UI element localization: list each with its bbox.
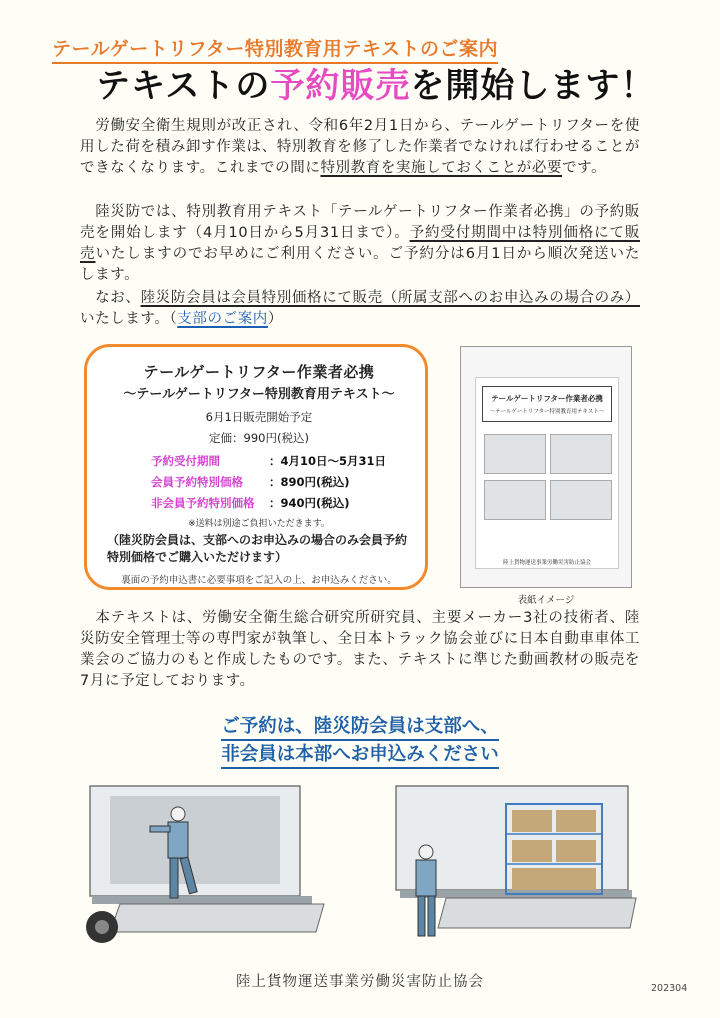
p2-tail: いたしますのでお早めにご利用ください。ご予約分は6月1日から順次発送いたします。: [80, 246, 640, 283]
cover-caption: 表紙イメージ: [517, 595, 575, 606]
p1-tail: です。: [562, 160, 607, 176]
kicker-title: テールゲートリフター特別教育用テキストのご案内: [52, 34, 498, 64]
price-row-nonmember: [151, 495, 350, 511]
cover-title: テールゲートリフター作業者必携: [491, 394, 603, 403]
row-label: 非会員予約特別価格: [151, 496, 255, 510]
list-price: 定価：990円(税込): [209, 431, 309, 445]
row-label: 予約受付期間: [151, 454, 220, 468]
cover-photo: [484, 480, 546, 520]
price-row-period: [151, 453, 386, 469]
p3-text: なお、: [95, 290, 141, 306]
cover-page: [475, 377, 619, 569]
footer-org: 陸上貨物運送事業労働災害防止協会: [236, 974, 484, 990]
cover-photo: [484, 434, 546, 474]
cta-text-2: 非会員は本部へお申込みください: [221, 740, 499, 769]
branch-info-link[interactable]: 支部のご案内: [177, 311, 268, 327]
body-paragraph: [80, 608, 640, 692]
cover-image: [460, 346, 632, 588]
headline: [96, 58, 655, 107]
row-label: 会員予約特別価格: [151, 475, 243, 489]
price-row-member: [151, 474, 350, 490]
cta-line-1: [0, 712, 720, 741]
cover-subtitle: ～テールゲートリフター特別教育用テキスト～: [489, 409, 605, 415]
p3-underlined: 陸災防会員は会員特別価格にて販売（所属支部へのお申込みの場合のみ）: [140, 290, 640, 306]
p3-tail: ）: [267, 311, 284, 327]
p1-text: 労働安全衛生規則が改正され、令和6年2月1日から、テールゲートリフターを使用した荷を積み卸す作業は、特別教育を修了した作業者でなければ行わせることができなくなります。これまでの間に: [80, 118, 640, 176]
cta-line-2: [0, 740, 720, 769]
shipping-note: ※送料は別途ご負担いただきます。: [188, 519, 330, 529]
headline-accent: 予約販売: [270, 66, 411, 106]
illustration-worker-loading: [80, 782, 328, 957]
box-title: テールゲートリフター作業者必携: [143, 363, 375, 381]
headline-pre: テキストの: [96, 66, 271, 106]
p2-underlined: 予約受付期間中は特別価格にて販売: [80, 225, 640, 262]
p1-underlined: 特別教育を実施しておくことが必要: [320, 160, 563, 176]
row-value: ：4月10日～5月31日: [269, 454, 387, 468]
doc-code: 202304: [651, 983, 688, 994]
box-footer-note: 裏面の予約申込書に必要事項をご記入の上、お申込みください。: [121, 575, 397, 586]
row-value: ：890円(税込): [269, 475, 350, 489]
cover-title-box: [482, 386, 612, 422]
cover-org: 陸上貨物運送事業労働災害防止協会: [502, 560, 591, 566]
product-info-box: [84, 344, 428, 590]
headline-post: を開始します！: [410, 66, 656, 106]
cta-text-1: ご予約は、陸災防会員は支部へ、: [221, 712, 499, 741]
row-value: ：940円(税込): [269, 496, 350, 510]
member-note: （陸災防会員は、支部へのお申込みの場合のみ会員予約特別価格でご購入いただけます）: [107, 533, 408, 564]
p2-text: 陸災防では、特別教育用テキスト「テールゲートリフター作業者必携」の予約販売を開始します（4月10日から5月31日まで）。: [80, 204, 640, 241]
cover-photo: [550, 480, 612, 520]
intro-paragraph-2: [80, 202, 640, 286]
p4-text: 本テキストは、労働安全衛生総合研究所研究員、主要メーカー3社の技術者、陸災防安全管理士等の専門家が執筆し、全日本トラック協会並びに日本自動車車体工業会のご協力のもと作成したものです。また、テキストに準じた動画教材の販売を7月に予定しております。: [80, 610, 641, 689]
cover-photo: [550, 434, 612, 474]
box-subtitle: ～テールゲートリフター特別教育用テキスト～: [123, 387, 395, 402]
intro-paragraph-1: [80, 116, 640, 179]
release-date: 6月1日販売開始予定: [205, 410, 313, 424]
intro-paragraph-3: [80, 288, 640, 330]
p3-mid: いたします。（: [80, 311, 178, 327]
illustration-cart-on-lift: [386, 782, 638, 957]
